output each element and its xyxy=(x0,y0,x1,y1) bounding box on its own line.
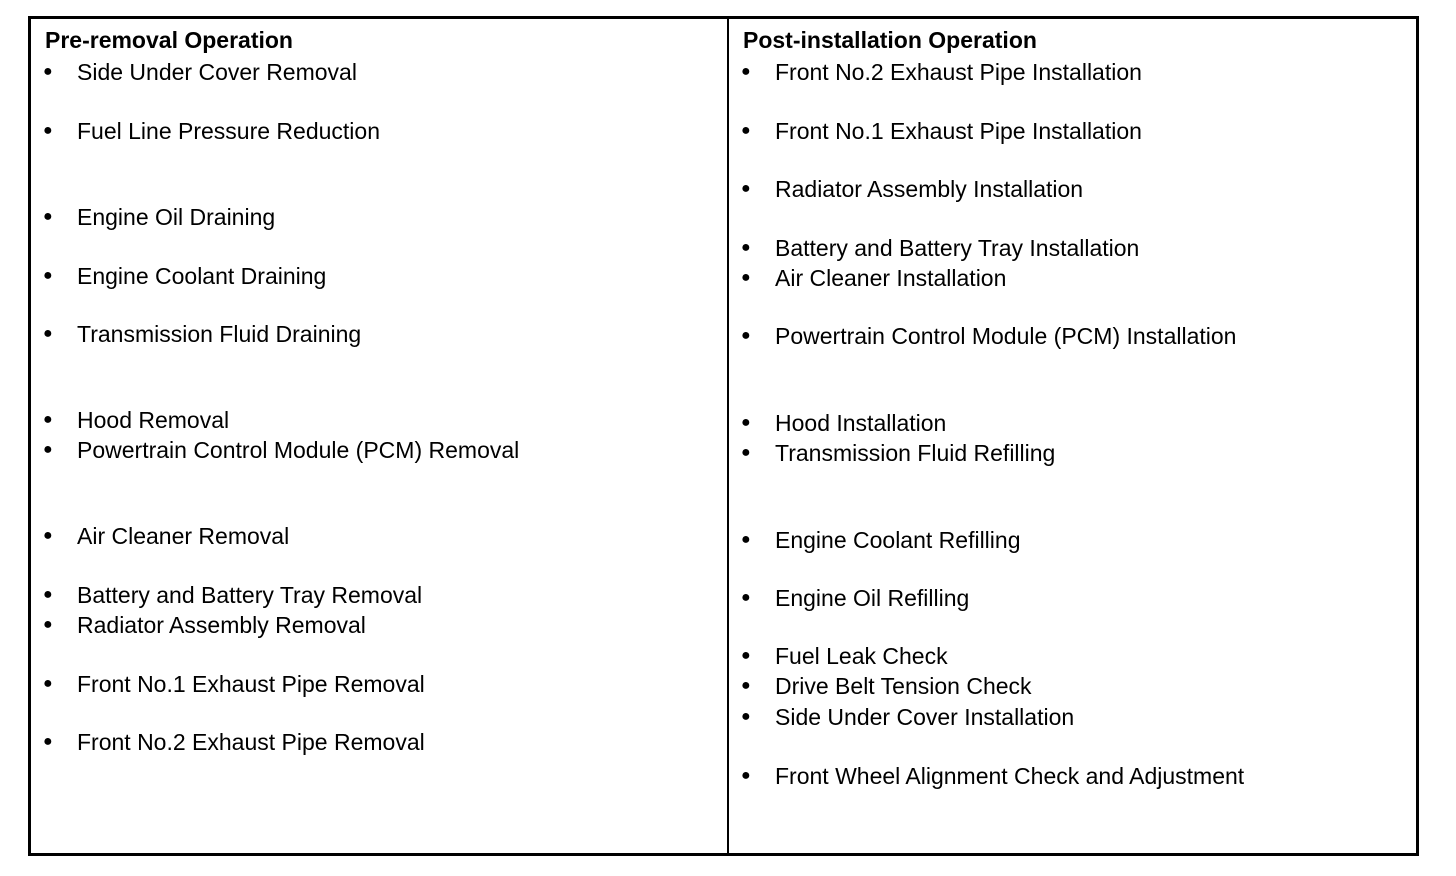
bullet-icon: ● xyxy=(741,647,751,664)
list-item: ● Side Under Cover Removal xyxy=(43,59,357,85)
bullet-icon: ● xyxy=(741,531,751,548)
bullet-icon: ● xyxy=(741,708,751,725)
pre-removal-title: Pre-removal Operation xyxy=(45,27,293,53)
list-item: ● Powertrain Control Module (PCM) Removal xyxy=(43,437,520,463)
list-item: ● Radiator Assembly Installation xyxy=(741,176,1084,202)
list-item: ● Powertrain Control Module (PCM) Installation xyxy=(741,323,1237,349)
list-item: ● Hood Installation xyxy=(741,410,947,436)
list-item: ● Battery and Battery Tray Installation xyxy=(741,235,1140,261)
list-item: ● Front No.2 Exhaust Pipe Removal xyxy=(43,729,425,755)
bullet-icon: ● xyxy=(43,122,53,139)
list-item: ● Transmission Fluid Draining xyxy=(43,321,362,347)
bullet-icon: ● xyxy=(741,180,751,197)
bullet-icon: ● xyxy=(43,325,53,342)
list-item: ● Front Wheel Alignment Check and Adjustment xyxy=(741,763,1245,789)
bullet-icon: ● xyxy=(43,411,53,428)
list-item: ● Fuel Line Pressure Reduction xyxy=(43,118,380,144)
bullet-icon: ● xyxy=(43,675,53,692)
list-item: ● Hood Removal xyxy=(43,407,230,433)
pre-removal-column xyxy=(31,19,727,853)
bullet-icon: ● xyxy=(43,63,53,80)
list-item: ● Engine Coolant Refilling xyxy=(741,527,1021,553)
bullet-icon: ● xyxy=(741,677,751,694)
bullet-icon: ● xyxy=(43,733,53,750)
bullet-icon: ● xyxy=(741,269,751,286)
list-item: ● Front No.1 Exhaust Pipe Installation xyxy=(741,118,1142,144)
list-item: ● Fuel Leak Check xyxy=(741,643,948,669)
list-item: ● Side Under Cover Installation xyxy=(741,704,1075,730)
list-item: ● Air Cleaner Removal xyxy=(43,523,290,549)
bullet-icon: ● xyxy=(43,441,53,458)
post-installation-title: Post-installation Operation xyxy=(743,27,1037,53)
list-item: ● Drive Belt Tension Check xyxy=(741,673,1032,699)
bullet-icon: ● xyxy=(43,267,53,284)
bullet-icon: ● xyxy=(43,586,53,603)
list-item: ● Front No.1 Exhaust Pipe Removal xyxy=(43,671,425,697)
bullet-icon: ● xyxy=(741,122,751,139)
list-item: ● Front No.2 Exhaust Pipe Installation xyxy=(741,59,1142,85)
list-item: ● Engine Oil Refilling xyxy=(741,585,970,611)
list-item: ● Engine Oil Draining xyxy=(43,204,276,230)
bullet-icon: ● xyxy=(741,327,751,344)
bullet-icon: ● xyxy=(741,414,751,431)
bullet-icon: ● xyxy=(741,767,751,784)
list-item: ● Radiator Assembly Removal xyxy=(43,612,366,638)
bullet-icon: ● xyxy=(43,616,53,633)
bullet-icon: ● xyxy=(43,208,53,225)
list-item: ● Engine Coolant Draining xyxy=(43,263,327,289)
bullet-icon: ● xyxy=(43,527,53,544)
list-item: ● Transmission Fluid Refilling xyxy=(741,440,1056,466)
list-item: ● Air Cleaner Installation xyxy=(741,265,1007,291)
bullet-icon: ● xyxy=(741,589,751,606)
bullet-icon: ● xyxy=(741,239,751,256)
list-item: ● Battery and Battery Tray Removal xyxy=(43,582,423,608)
post-installation-column xyxy=(729,19,1421,853)
operations-table xyxy=(28,16,1419,856)
bullet-icon: ● xyxy=(741,63,751,80)
bullet-icon: ● xyxy=(741,444,751,461)
